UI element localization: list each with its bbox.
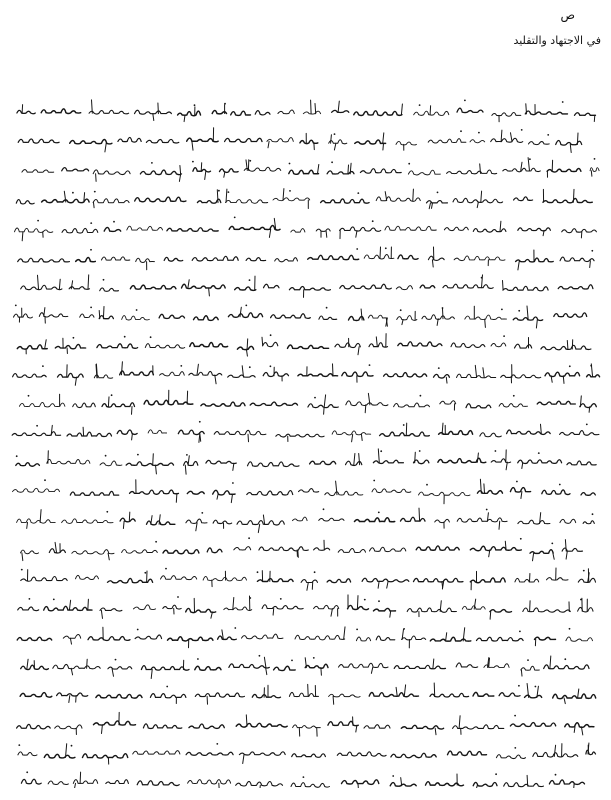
script-line	[18, 247, 594, 270]
script-line	[22, 158, 599, 182]
handwritten-text-body	[6, 88, 604, 788]
corner-annotation	[513, 8, 601, 60]
script-line	[17, 508, 595, 532]
script-line	[21, 655, 589, 679]
script-line	[13, 479, 596, 504]
script-line	[18, 743, 596, 764]
script-line	[21, 771, 584, 788]
script-line	[17, 100, 596, 122]
script-line	[14, 305, 587, 329]
script-line	[21, 568, 596, 591]
script-line	[17, 712, 594, 736]
script-line	[13, 362, 600, 386]
handwritten-lines	[6, 88, 604, 788]
script-line	[19, 390, 596, 414]
script-line	[12, 421, 599, 443]
script-line	[17, 334, 591, 357]
script-line	[21, 275, 593, 298]
corner-annotation-line-1: ص	[560, 8, 575, 22]
script-line	[21, 537, 583, 560]
script-line	[18, 595, 593, 619]
script-line	[16, 449, 596, 474]
script-line	[15, 217, 597, 241]
corner-annotation-line-2: في الاجتهاد والتقليد	[513, 34, 601, 47]
script-line	[17, 627, 592, 648]
script-line	[18, 128, 582, 153]
script-line	[20, 683, 596, 704]
script-line	[16, 189, 592, 209]
